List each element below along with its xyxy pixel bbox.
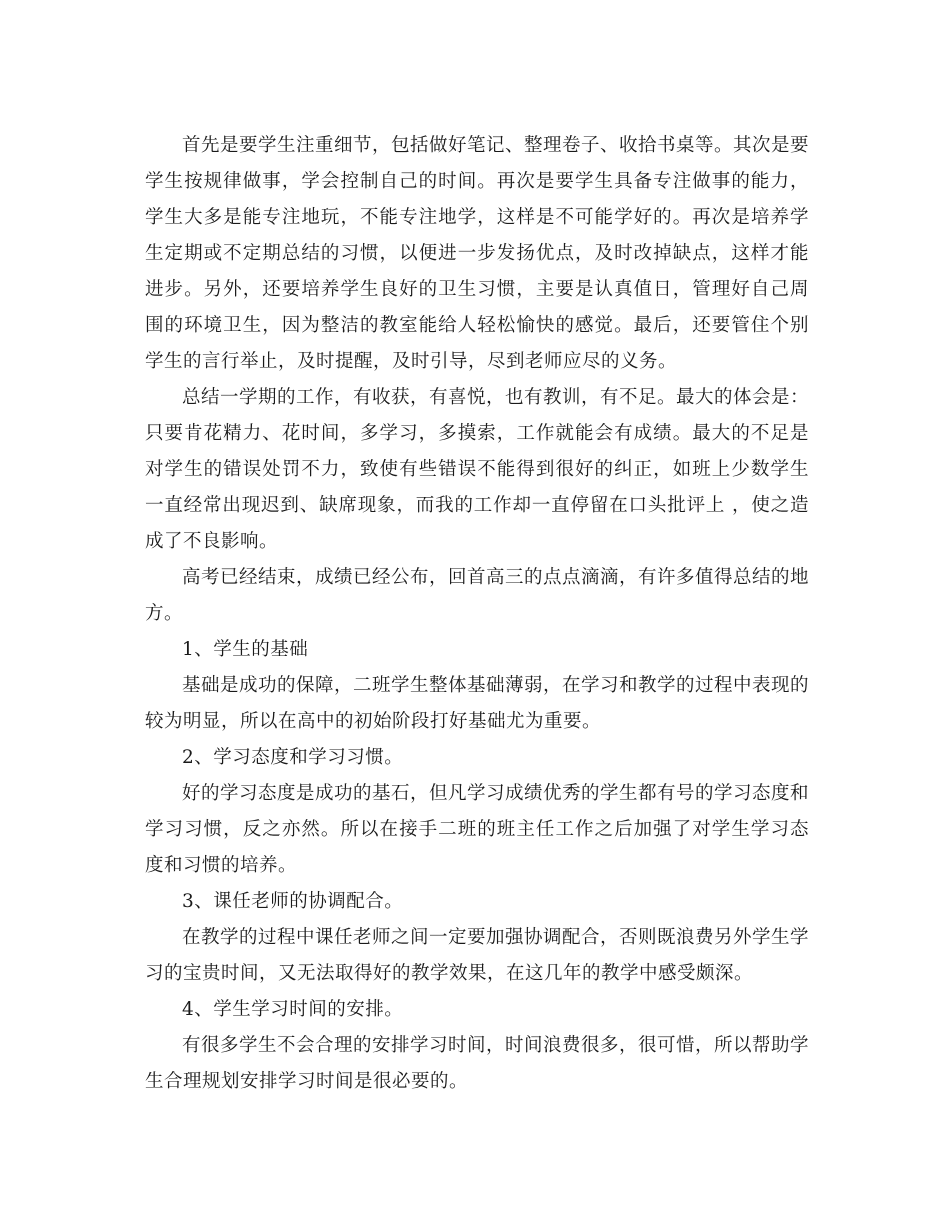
section-heading-4: 4、学生学习时间的安排。 [182, 999, 404, 1020]
paragraph-semester-summary: 总结一学期的工作，有收获，有喜悦，也有教训，有不足。最大的体会是：只要肯花精力、花时间，多学习，多摸索，工作就能会有成绩。最大的不足是对学生的错误处罚不力，致使有些错误不能得到很好的纠正，如班上少数学生一直经常出现迟到、缺席现象，而我的工作却一直停留在口头批评上 ，使之造成了不良影响。 [145, 387, 810, 552]
section-heading-2: 2、学习态度和学习习惯。 [182, 747, 404, 768]
paragraph-study-attitude: 好的学习态度是成功的基石，但凡学习成绩优秀的学生都有号的学习态度和学习习惯，反之亦然。所以在接手二班的班主任工作之后加强了对学生学习态度和习惯的培养。 [145, 783, 810, 876]
paragraph-exam-review-intro: 高考已经结束，成绩已经公布，回首高三的点点滴滴，有许多值得总结的地方。 [145, 567, 810, 624]
paragraph-foundation: 基础是成功的保障，二班学生整体基础薄弱，在学习和教学的过程中表现的较为明显，所以在高中的初始阶段打好基础尤为重要。 [145, 675, 810, 732]
paragraph-attention-to-details: 首先是要学生注重细节，包括做好笔记、整理卷子、收拾书桌等。其次是要学生按规律做事，学会控制自己的时间。再次是要学生具备专注做事的能力，学生大多是能专注地玩，不能专注地学，这样是不可能学好的。再次是培养学生定期或不定期总结的习惯，以便进一步发扬优点，及时改掉缺点，这样才能进步。另外，还要培养学生良好的卫生习惯，主要是认真值日，管理好自己周围的环境卫生，因为整洁的教室能给人轻松愉快的感觉。最后，还要管住个别学生的言行举止，及时提醒，及时引导，尽到老师应尽的义务。 [145, 135, 810, 372]
section-heading-3: 3、课任老师的协调配合。 [182, 891, 404, 912]
document-body [145, 128, 809, 1100]
section-heading-1: 1、学生的基础 [182, 639, 309, 660]
paragraph-time-planning: 有很多学生不会合理的安排学习时间，时间浪费很多，很可惜，所以帮助学生合理规划安排学习时间是很必要的。 [145, 1035, 810, 1092]
paragraph-teacher-coordination: 在教学的过程中课任老师之间一定要加强协调配合，否则既浪费另外学生学习的宝贵时间，又无法取得好的教学效果，在这几年的教学中感受颇深。 [145, 927, 810, 984]
